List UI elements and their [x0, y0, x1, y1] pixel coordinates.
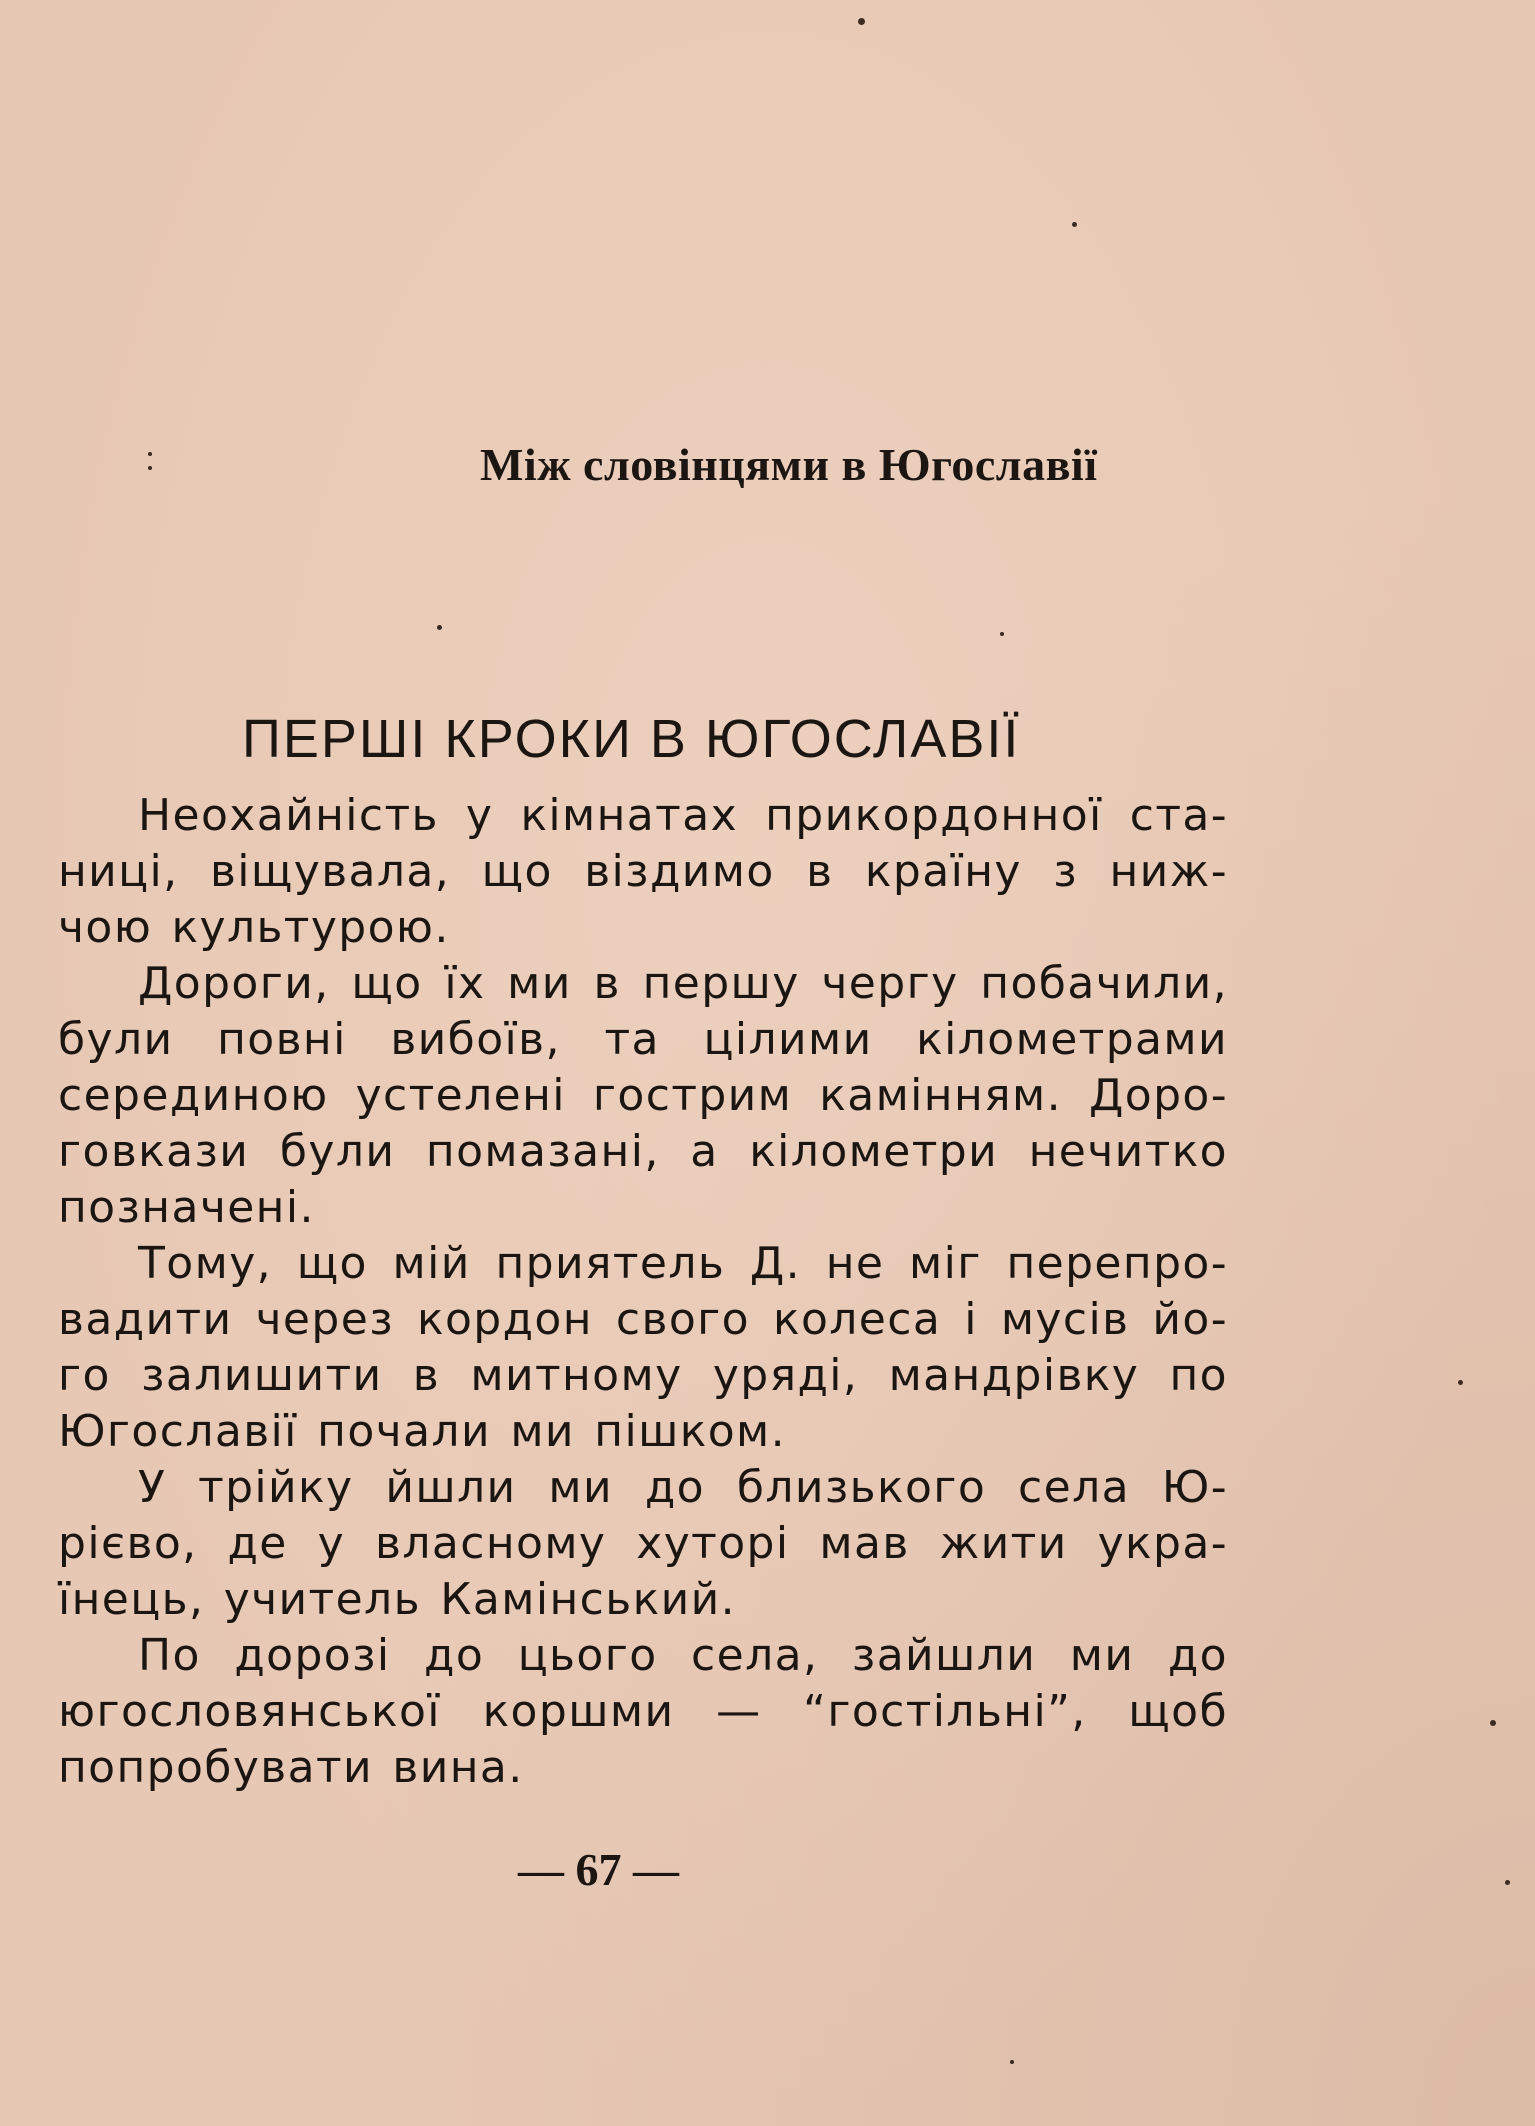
paragraph	[58, 788, 1228, 956]
text-line: рієво, де у власному хуторі мав жити укра-	[58, 1518, 1228, 1569]
text-line: говкази були помазані, а кілометри нечитко	[58, 1126, 1228, 1177]
text-line: позначені.	[58, 1182, 315, 1233]
text-line: попробувати вина.	[58, 1742, 524, 1793]
text-line: вадити через кордон свого колеса і мусів йо-	[58, 1294, 1228, 1345]
text-line: чою культурою.	[58, 902, 450, 953]
text-line: Дороги, що їх ми в першу чергу побачили,	[138, 958, 1228, 1009]
paper-speck	[1505, 1880, 1510, 1885]
running-head: Між словінцями в Югославії	[480, 439, 1098, 490]
text-line: У трійку йшли ми до близького села Ю-	[138, 1462, 1228, 1513]
paper-speck	[148, 466, 152, 470]
paper-speck	[1010, 2060, 1014, 2064]
paragraph	[58, 1628, 1228, 1796]
paper-speck	[1458, 1380, 1463, 1385]
text-line: го залишити в митному уряді, мандрівку по	[58, 1350, 1228, 1401]
paragraph	[58, 1460, 1228, 1628]
text-line: серединою устелені гострим камінням. Доро-	[58, 1070, 1228, 1121]
text-line: Югославії почали ми пішком.	[58, 1406, 787, 1457]
chapter-title: ПЕРШІ КРОКИ В ЮГОСЛАВІЇ	[242, 709, 1021, 769]
paper-speck	[1072, 222, 1077, 227]
paper-speck	[437, 625, 442, 630]
paper-speck	[858, 18, 865, 25]
text-line: Тому, що мій приятель Д. не міг перепро-	[138, 1238, 1228, 1289]
text-line: По дорозі до цього села, зайшли ми до	[138, 1630, 1228, 1681]
text-line: їнець, учитель Камінський.	[58, 1574, 736, 1625]
text-line: були повні вибоїв, та цілими кілометрами	[58, 1014, 1228, 1065]
paragraph	[58, 1236, 1228, 1460]
body-text	[58, 788, 1228, 1796]
text-line: ниці, віщувала, що віздимо в країну з ниж-	[58, 846, 1228, 897]
paragraph	[58, 956, 1228, 1236]
text-line: югословянської коршми — “гостільні”, щоб	[58, 1686, 1228, 1737]
page-number: — 67 —	[518, 1844, 679, 1895]
paper-speck	[1000, 632, 1004, 636]
paper-speck	[1490, 1720, 1496, 1726]
paper-speck	[148, 452, 152, 456]
text-line: Неохайність у кімнатах прикордонної ста-	[138, 790, 1228, 841]
